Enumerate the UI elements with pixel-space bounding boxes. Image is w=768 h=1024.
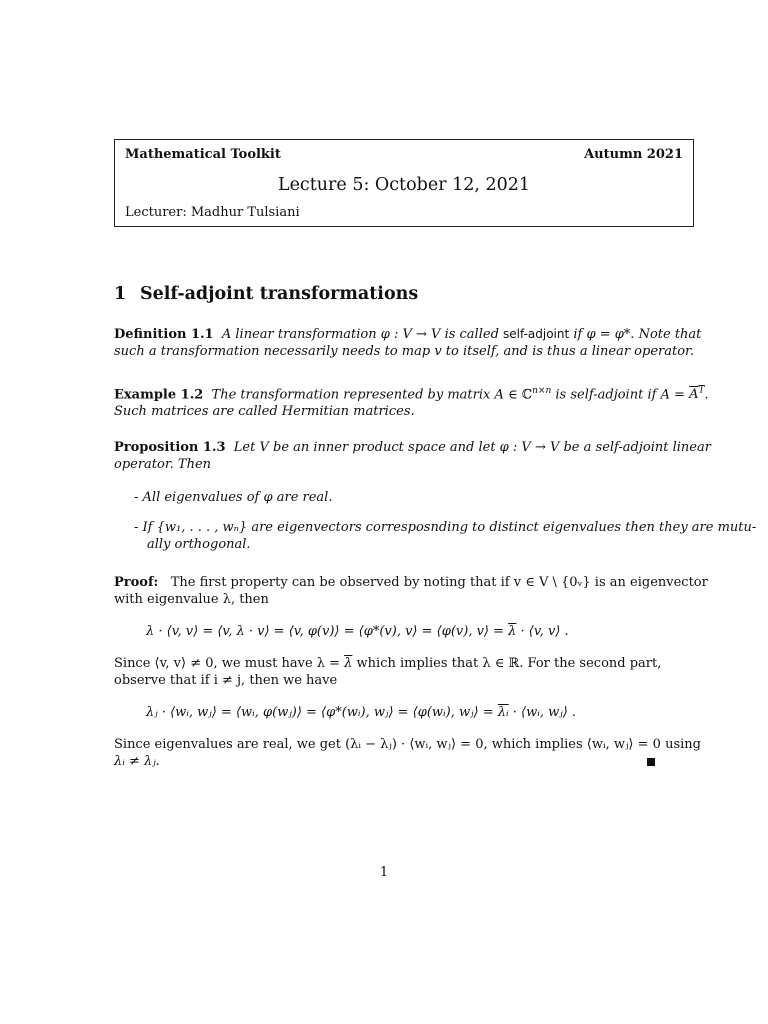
proof-line-4: observe that if i ≠ j, then we have bbox=[114, 673, 338, 688]
bullet-2-line-1: - If {w₁, . . . , wₙ} are eigenvectors corresposnding to distinct eigenvalues then they are mutu- bbox=[134, 520, 757, 535]
example-text-pre: The transformation represented by matrix A ∈ bbox=[211, 387, 522, 403]
proposition-line-1: Let V be an inner product space and let φ : V → V be a self-adjoint linear bbox=[233, 440, 711, 455]
example-text-end: . bbox=[704, 387, 709, 403]
complex-field-symbol: ℂ bbox=[521, 387, 533, 403]
lecturer: Lecturer: Madhur Tulsiani bbox=[125, 205, 300, 220]
matrix-dimensions: n×n bbox=[532, 386, 552, 396]
definition-block bbox=[114, 326, 702, 360]
example-line-2: Such matrices are called Hermitian matrices. bbox=[114, 404, 415, 420]
conjugate-transpose: $A^T$ bbox=[689, 386, 705, 403]
equation-1: λ · ⟨v, v⟩ = ⟨v, λ · v⟩ = ⟨v, φ(v)⟩ = ⟨φ*(v), v⟩ = ⟨φ(v), v⟩ = $\overline{\lambda}$ · ⟨v, v⟩ . bbox=[146, 624, 569, 639]
proof-line-2: with eigenvalue λ, then bbox=[114, 592, 269, 607]
proof-line-6: λᵢ ≠ λⱼ. bbox=[114, 754, 160, 769]
definition-line-2: such a transformation necessarily needs to map v to itself, and is thus a linear operator. bbox=[114, 344, 694, 359]
lambda-conjugate: $\overline{\lambda}$ bbox=[508, 624, 517, 639]
section-heading bbox=[114, 284, 418, 304]
definition-text-pre: A linear transformation φ : V → V is called bbox=[221, 327, 499, 342]
lambda-i-conjugate: $\overline{\lambda ᵢ}$ bbox=[497, 705, 509, 720]
proposition-label: Proposition 1.3 bbox=[114, 440, 226, 455]
proposition-block bbox=[114, 439, 711, 473]
page-number: 1 bbox=[379, 865, 389, 880]
proposition-bullet-2 bbox=[134, 519, 757, 553]
bullet-2-line-2: ally orthogonal. bbox=[147, 537, 251, 552]
definition-text-post: if φ = φ*. Note that bbox=[573, 327, 702, 342]
proof-intro bbox=[114, 574, 708, 608]
definition-label: Definition 1.1 bbox=[114, 327, 214, 342]
example-text-mid: is self-adjoint if A = bbox=[551, 387, 690, 403]
example-block bbox=[114, 383, 709, 420]
equation-2: λⱼ · ⟨wᵢ, wⱼ⟩ = ⟨wᵢ, φ(wⱼ)⟩ = ⟨φ*(wᵢ), wⱼ⟩ = ⟨φ(wᵢ), wⱼ⟩ = $\overline{\lambda ᵢ}$ · ⟨wᵢ, wⱼ⟩ . bbox=[146, 705, 577, 720]
qed-symbol bbox=[647, 758, 655, 766]
lecture-title: Lecture 5: October 12, 2021 bbox=[277, 175, 531, 195]
course-name: Mathematical Toolkit bbox=[125, 147, 281, 162]
proof-label: Proof: bbox=[114, 575, 159, 590]
proof-line-5: Since eigenvalues are real, we get (λᵢ − λⱼ) · ⟨wᵢ, wⱼ⟩ = 0, which implies ⟨wᵢ, wⱼ⟩ = 0 using bbox=[114, 737, 701, 752]
proof-line-1: The first property can be observed by noting that if v ∈ V \ {0ᵥ} is an eigenvector bbox=[170, 575, 708, 590]
example-label: Example 1.2 bbox=[114, 387, 204, 403]
section-title: Self-adjoint transformations bbox=[140, 284, 419, 304]
proof-conclusion bbox=[114, 736, 701, 770]
lambda-conjugate-inline: $\overline{\lambda}$ bbox=[344, 656, 353, 671]
section-number: 1 bbox=[114, 284, 127, 304]
bullet-1-text: - All eigenvalues of φ are real. bbox=[134, 490, 333, 505]
proof-middle: Since ⟨v, v⟩ ≠ 0, we must have $\lambda = \overline{\lambda}$ which implies that λ ∈ ℝ. For the second part, observe that if i ≠ j, then we have bbox=[114, 656, 662, 688]
proposition-bullet-1 bbox=[134, 489, 658, 506]
term: Autumn 2021 bbox=[584, 147, 683, 162]
definition-term: self-adjoint bbox=[503, 327, 570, 341]
proposition-line-2: operator. Then bbox=[114, 457, 212, 472]
lecture-header-box bbox=[114, 139, 694, 227]
